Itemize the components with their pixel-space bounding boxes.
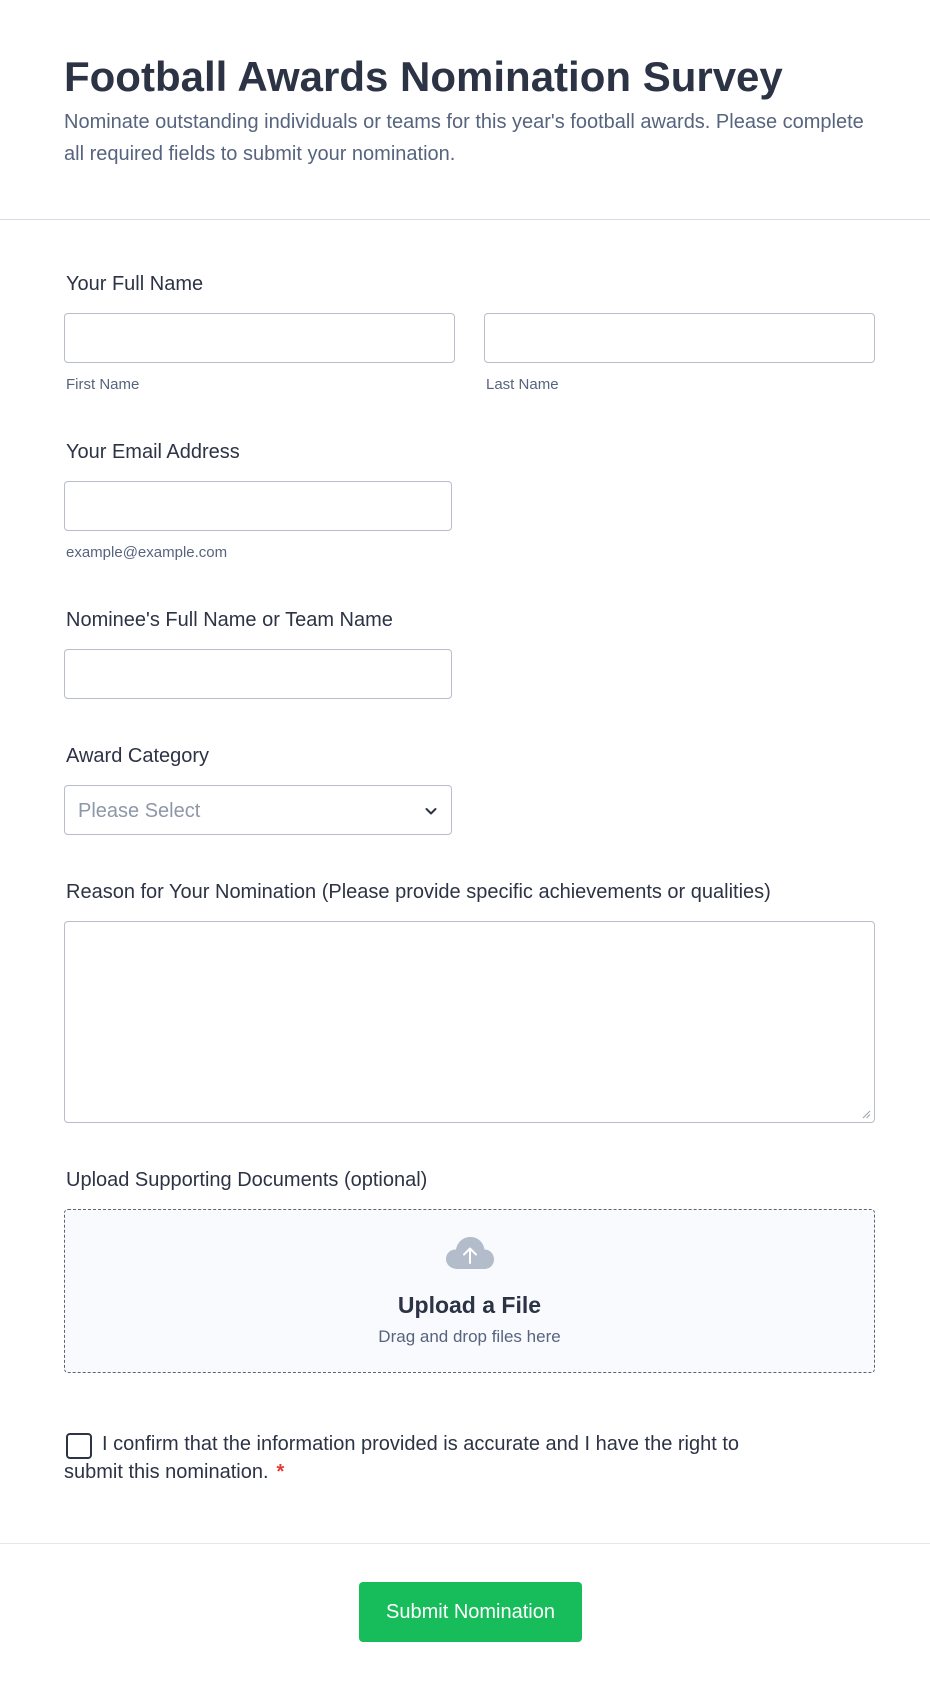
file-upload-dropzone[interactable] [64,1209,875,1373]
email-input[interactable] [64,481,452,531]
consent-text: I confirm that the information provided is accurate and I have the right to submit this nomination. [64,1433,740,1483]
required-asterisk: * [276,1461,285,1483]
reason-textarea[interactable] [64,921,875,1123]
chevron-down-icon [423,803,439,819]
nominee-name-input[interactable] [64,649,452,699]
award-category-selected: Please Select [78,800,201,822]
nominee-label: Nominee's Full Name or Team Name [66,609,393,631]
first-name-input[interactable] [64,313,455,363]
consent-label [64,1430,764,1486]
upload-title: Upload a File [397,1292,542,1318]
first-name-sublabel: First Name [66,376,140,393]
reason-label: Reason for Your Nomination (Please provide specific achievements or qualities) [66,881,771,903]
last-name-input[interactable] [484,313,875,363]
form-header [0,0,930,220]
full-name-label: Your Full Name [66,273,204,295]
email-sublabel: example@example.com [66,544,228,561]
cloud-upload-icon [445,1236,495,1272]
upload-label: Upload Supporting Documents (optional) [66,1169,428,1191]
email-label: Your Email Address [66,441,240,463]
page-subtitle: Nominate outstanding individuals or teams for this year's football awards. Please complete all required fields to submit your nomination. [64,111,864,165]
page-title: Football Awards Nomination Survey [64,53,783,100]
form-footer [0,1543,930,1691]
last-name-sublabel: Last Name [486,376,559,393]
award-category-label: Award Category [66,745,210,767]
submit-nomination-button[interactable]: Submit Nomination [359,1582,582,1642]
resize-grip-icon[interactable] [861,1109,871,1119]
award-category-select[interactable] [64,785,452,835]
upload-subtitle: Drag and drop files here [378,1327,561,1346]
